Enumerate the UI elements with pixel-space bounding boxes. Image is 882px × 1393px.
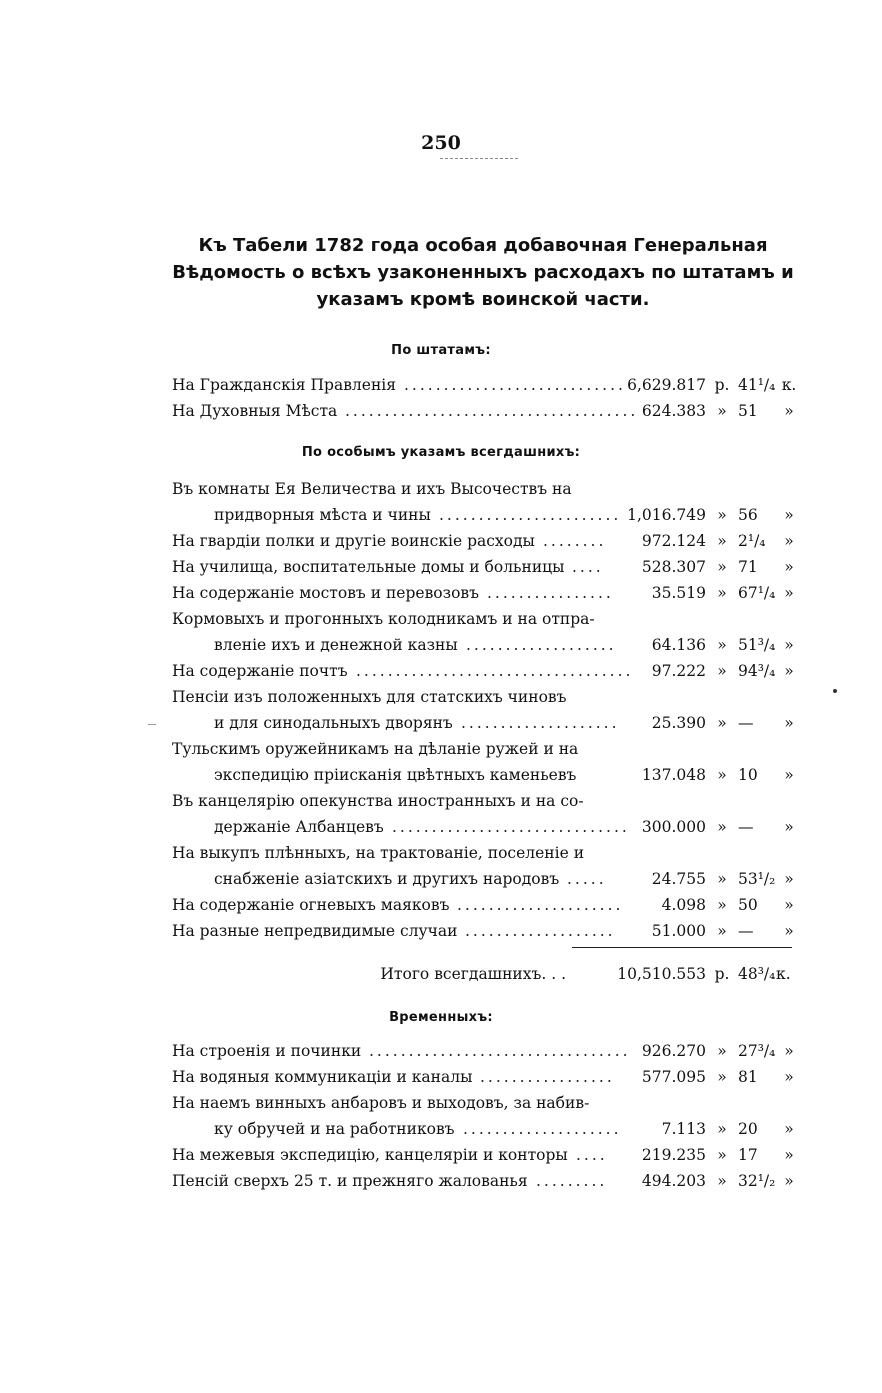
row-label: На разные непредвидимые случаи [172, 922, 458, 940]
row-amount: 51.000 [651, 922, 706, 940]
row-end-unit: » [784, 402, 794, 420]
leader-dots: ........ [543, 532, 607, 550]
table-row [172, 1168, 798, 1194]
section-heading-decrees: По особымъ указамъ всегдашнихъ: [301, 445, 581, 460]
table-row [172, 892, 798, 918]
total-end-unit: к. [776, 965, 791, 983]
row-kopecks: 10 [738, 766, 758, 784]
table-row [172, 918, 798, 944]
row-label: ку обручей и на работниковъ [214, 1120, 455, 1138]
row-kopecks: 53¹/₂ [738, 870, 776, 888]
row-label: На содержаніе почтъ [172, 662, 348, 680]
row-unit: » [717, 532, 727, 550]
row-first-line: Кормовыхъ и прогонныхъ колодникамъ и на отпра- [172, 610, 595, 628]
row-end-unit: » [784, 818, 794, 836]
ink-speck [833, 689, 837, 693]
row-amount: 624.383 [641, 402, 706, 420]
row-kopecks: — [738, 818, 754, 836]
total-label: Итого всегдашнихъ. . . [380, 965, 566, 983]
leader-dots: ..................................... [345, 402, 639, 420]
row-first-line: Тульскимъ оружейникамъ на дѣланіе ружей и на [172, 740, 579, 758]
row-unit: » [717, 506, 727, 524]
leader-dots: ....................... [439, 506, 622, 524]
row-end-unit: к. [781, 376, 797, 394]
table-row [172, 398, 798, 424]
row-amount: 219.235 [641, 1146, 706, 1164]
row-end-unit: » [784, 870, 794, 888]
row-kopecks: 32¹/₂ [738, 1172, 776, 1190]
row-kopecks: 50 [738, 896, 758, 914]
table-row [172, 554, 798, 580]
row-label: снабженіе азіатскихъ и другихъ народовъ [214, 870, 560, 888]
row-kopecks: 2¹/₄ [738, 532, 766, 550]
total-kopecks: 48³/₄ [738, 965, 776, 983]
table-row [172, 1038, 798, 1064]
row-first-line: Въ канцелярію опекунства иностранныхъ и на со- [172, 792, 584, 810]
row-first-line: На выкупъ плѣнныхъ, на трактованіе, поселеніе и [172, 844, 585, 862]
row-kopecks: 41¹/₄ [738, 376, 776, 394]
row-label: экспедицію пріисканія цвѣтныхъ каменьевъ [214, 766, 577, 784]
leader-dots: ............................ [404, 376, 626, 394]
row-unit: » [717, 1068, 727, 1086]
row-kopecks: 20 [738, 1120, 758, 1138]
row-label: На межевыя экспедицію, канцеляріи и конторы [172, 1146, 568, 1164]
table-row [172, 1064, 798, 1090]
row-unit: » [717, 714, 727, 732]
row-kopecks: 81 [738, 1068, 758, 1086]
row-end-unit: » [784, 532, 794, 550]
section-heading-temporary: Временныхъ: [389, 1010, 493, 1025]
row-unit: » [717, 1172, 727, 1190]
table-row [172, 502, 798, 528]
row-end-unit: » [784, 584, 794, 602]
table-row [172, 658, 798, 684]
table-row [172, 1142, 798, 1168]
document-title: Къ Табели 1782 года особая добавочная Генеральная Вѣдомость о всѣхъ узаконенныхъ расходахъ по штатамъ и указамъ кромѣ воинской части. [172, 235, 794, 310]
row-label: На содержаніе мостовъ и перевозовъ [172, 584, 480, 602]
row-label: На содержаніе огневыхъ маяковъ [172, 896, 450, 914]
row-unit: » [717, 922, 727, 940]
row-end-unit: » [784, 662, 794, 680]
row-label: На строенія и починки [172, 1042, 362, 1060]
table-row [172, 1116, 798, 1142]
row-first-line: На наемъ винныхъ анбаровъ и выходовъ, за набив- [172, 1094, 590, 1112]
row-end-unit: » [784, 922, 794, 940]
row-amount: 64.136 [651, 636, 706, 654]
row-kopecks: 71 [738, 558, 758, 576]
row-unit: » [717, 1042, 727, 1060]
leader-dots: ................................... [356, 662, 634, 680]
row-amount: 494.203 [641, 1172, 706, 1190]
table-row [172, 632, 798, 658]
row-unit: » [717, 818, 727, 836]
row-unit: » [717, 662, 727, 680]
row-amount: 137.048 [641, 766, 706, 784]
table-row [172, 762, 798, 788]
row-end-unit: » [784, 1146, 794, 1164]
row-end-unit: » [784, 896, 794, 914]
row-kopecks: 56 [738, 506, 758, 524]
row-end-unit: » [784, 1172, 794, 1190]
row-unit: » [717, 1120, 727, 1138]
row-unit: » [717, 558, 727, 576]
page-number: 250 [421, 132, 461, 154]
row-label: придворныя мѣста и чины [214, 506, 431, 524]
row-end-unit: » [784, 1042, 794, 1060]
total-unit: р. [714, 965, 730, 983]
row-end-unit: » [784, 1068, 794, 1086]
leader-dots: ..... [567, 870, 607, 888]
row-label: и для синодальныхъ дворянъ [214, 714, 453, 732]
section-heading-staff: По штатамъ: [391, 343, 491, 358]
table-row [172, 580, 798, 606]
row-label: На водяныя коммуникаціи и каналы [172, 1068, 473, 1086]
leader-dots: .............................. [392, 818, 630, 836]
row-kopecks: 27³/₄ [738, 1042, 776, 1060]
row-amount: 528.307 [641, 558, 706, 576]
row-label: вленіе ихъ и денежной казны [214, 636, 458, 654]
row-end-unit: » [784, 636, 794, 654]
leader-dots: .... [576, 1146, 608, 1164]
leader-dots: ................................. [369, 1042, 631, 1060]
page-number-rule [440, 158, 518, 159]
total-amount: 10,510.553 [617, 965, 706, 983]
row-unit: » [717, 870, 727, 888]
row-first-line: Въ комнаты Ея Величества и ихъ Высочествъ на [172, 480, 572, 498]
table-row [172, 814, 798, 840]
leader-dots: .................... [463, 1120, 622, 1138]
row-unit: » [717, 766, 727, 784]
row-kopecks: — [738, 922, 754, 940]
table-row [172, 866, 798, 892]
row-amount: 6,629.817 [627, 376, 706, 394]
row-unit: » [717, 402, 727, 420]
row-amount: 926.270 [641, 1042, 706, 1060]
table-row [172, 528, 798, 554]
row-amount: 7.113 [661, 1120, 706, 1138]
row-unit: » [717, 636, 727, 654]
row-amount: 1,016.749 [627, 506, 706, 524]
row-label: На Гражданскія Правленія [172, 376, 397, 394]
row-amount: 25.390 [651, 714, 706, 732]
row-end-unit: » [784, 766, 794, 784]
row-label: На Духовныя Мѣста [172, 402, 338, 420]
row-kopecks: 51³/₄ [738, 636, 776, 654]
row-label: Пенсій сверхъ 25 т. и прежняго жалованья [172, 1172, 528, 1190]
row-kopecks: 94³/₄ [738, 662, 776, 680]
leader-dots: ..................... [457, 896, 624, 914]
row-label: На гвардіи полки и другіе воинскіе расходы [172, 532, 535, 550]
row-amount: 577.095 [641, 1068, 706, 1086]
row-kopecks: — [738, 714, 754, 732]
row-kopecks: 51 [738, 402, 758, 420]
row-amount: 24.755 [651, 870, 706, 888]
row-amount: 972.124 [641, 532, 706, 550]
leader-dots: ................... [466, 636, 617, 654]
row-amount: 35.519 [651, 584, 706, 602]
row-unit: р. [714, 376, 730, 394]
leader-dots: ......... [536, 1172, 608, 1190]
row-end-unit: » [784, 1120, 794, 1138]
table-row [172, 372, 798, 398]
sum-rule [572, 947, 792, 948]
leader-dots: ................. [480, 1068, 615, 1086]
row-label: На училища, воспитательные домы и больницы [172, 558, 565, 576]
row-unit: » [717, 1146, 727, 1164]
row-end-unit: » [784, 506, 794, 524]
total-row [172, 960, 798, 988]
row-end-unit: » [784, 714, 794, 732]
row-end-unit: » [784, 558, 794, 576]
row-amount: 4.098 [661, 896, 706, 914]
margin-tick [148, 724, 156, 725]
row-unit: » [717, 896, 727, 914]
table-row [172, 710, 798, 736]
row-kopecks: 17 [738, 1146, 758, 1164]
row-label: держаніе Албанцевъ [214, 818, 384, 836]
row-kopecks: 67¹/₄ [738, 584, 776, 602]
leader-dots: .................... [461, 714, 620, 732]
leader-dots: .... [572, 558, 604, 576]
row-unit: » [717, 584, 727, 602]
leader-dots: ................ [487, 584, 614, 602]
row-amount: 300.000 [641, 818, 706, 836]
leader-dots: ................... [465, 922, 616, 940]
row-amount: 97.222 [651, 662, 706, 680]
row-first-line: Пенсіи изъ положенныхъ для статскихъ чиновъ [172, 688, 567, 706]
